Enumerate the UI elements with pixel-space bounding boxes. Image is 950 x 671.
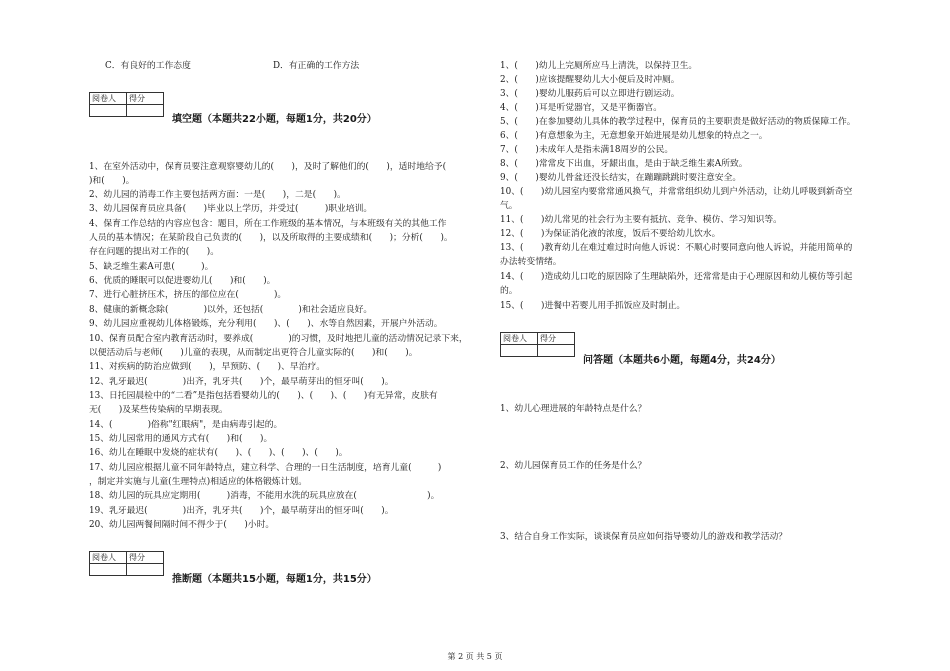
score-cell[interactable] (538, 345, 575, 357)
fill-line: 16、幼儿在睡眠中发烧的症状有( )、( )、( )、( )。 (89, 448, 348, 458)
judge-line: 办法转变情绪。 (500, 257, 562, 267)
fill-line: 9、幼儿园应重视幼儿体格锻炼，充分利用( )、( )、水等自然因素，开展户外活动。 (89, 319, 443, 329)
judge-line: 4、( )耳是听觉器官，又是平衡器官。 (500, 103, 663, 113)
score-table (89, 551, 164, 576)
fill-line: 12、乳牙最迟( )出齐，乳牙共( )个，最早萌芽出的恒牙叫( )。 (89, 377, 394, 387)
score-label: 得分 (127, 552, 164, 564)
grader-label: 阅卷人 (501, 333, 538, 345)
judge-line: 8、( )常常皮下出血，牙龈出血，是由于缺乏维生素A所致。 (500, 159, 748, 169)
qa-question: 3、结合自身工作实际，谈谈保育员应如何指导婴幼儿的游戏和教学活动？ (500, 532, 788, 542)
judge-line: 1、( )幼儿上完厕所应马上清洗，以保持卫生。 (500, 61, 698, 71)
score-label: 得分 (127, 93, 164, 105)
judge-line: 6、( )有意想象为主，无意想象开始进展是幼儿想象的特点之一。 (500, 131, 768, 141)
judge-line: 12、( )为保证消化液的浓度，饭后不要给幼儿饮水。 (500, 229, 721, 239)
grader-label: 阅卷人 (90, 93, 127, 105)
grader-label: 阅卷人 (90, 552, 127, 564)
fill-line: 20、幼儿园两餐间隔时间不得少于( )小时。 (89, 520, 275, 530)
judge-line: 5、( )在参加婴幼儿具体的教学过程中，保育员的主要职责是做好活动的物质保障工作。 (500, 117, 856, 127)
fill-line: 15、幼儿园常用的通风方式有( )和( )。 (89, 434, 273, 444)
fill-line: 7、进行心脏挤压术，挤压的部位应在( )。 (89, 290, 287, 300)
judge-line: 10、( )幼儿园室内要常常通风换气，并常常组织幼儿到户外活动，让幼儿呼吸到新奇空 (500, 187, 853, 197)
judge-line: 气。 (500, 201, 518, 211)
judge-line: 3、( )婴幼儿服药后可以立即进行剧运动。 (500, 89, 680, 99)
fill-line: 19、乳牙最迟( )出齐，乳牙共( )个，最早萌芽出的恒牙叫( )。 (89, 506, 394, 516)
grader-cell[interactable] (501, 345, 538, 357)
fill-line: )和( )。 (89, 176, 135, 186)
fill-line: ，制定并实施与儿童(生理特点)相适应的体格锻炼计划。 (89, 477, 307, 487)
fill-line: 1、在室外活动中，保育员要注意观察婴幼儿的( )，及时了解他们的( )，适时地给予( (89, 162, 447, 172)
fill-line: 8、健康的新概念除( )以外，还包括( )和社会适应良好。 (89, 305, 373, 315)
judge-line: 15、( )进餐中若婴儿用手抓饭应及时制止。 (500, 301, 686, 311)
fill-line: 17、幼儿园应根据儿童不同年龄特点，建立科学、合理的一日生活制度，培育儿童( ) (89, 463, 442, 473)
grader-cell[interactable] (90, 564, 127, 576)
score-table (89, 92, 164, 117)
fill-line: 以便活动后与老师( )儿童的表现，从而制定出更符合儿童实际的( )和( )。 (89, 348, 418, 358)
score-label: 得分 (538, 333, 575, 345)
grader-cell[interactable] (90, 105, 127, 117)
score-table (500, 332, 575, 357)
qa-question: 1、幼儿心理进展的年龄特点是什么？ (500, 404, 647, 414)
fill-line: 18、幼儿园的玩具应定期用( )消毒，不能用水洗的玩具应放在( )。 (89, 491, 440, 501)
fill-line: 10、保育员配合室内教育活动时，要养成( )的习惯，及时地把儿童的活动情况记录下来， (89, 334, 468, 344)
option-c: C．有良好的工作态度 (105, 61, 191, 71)
fill-line: 6、优质的睡眠可以促进婴幼儿( )和( )。 (89, 276, 276, 286)
page-number: 第 2 页 共 5 页 (447, 652, 503, 661)
fill-line: 14、( )俗称"红眼病"，是由病毒引起的。 (89, 420, 283, 430)
judge-line: 14、( )造成幼儿口吃的原因除了生理缺陷外，还常常是由于心理原因和幼儿模仿等引起 (500, 272, 853, 282)
judge-line: 7、( )未成年人是指未满18周岁的公民。 (500, 145, 674, 155)
qa-question: 2、幼儿园保育员工作的任务是什么？ (500, 461, 647, 471)
fill-line: 13、日托园晨检中的“二看”是指包括看婴幼儿的( )、( )、( )有无异常，皮肤有 (89, 391, 438, 401)
score-cell[interactable] (127, 564, 164, 576)
fill-line: 无( )及某些传染病的早期表现。 (89, 405, 228, 415)
judge-line: 11、( )幼儿常见的社会行为主要有抵抗、竞争、模仿、学习知识等。 (500, 215, 782, 225)
fill-line: 5、缺乏维生素A可患( )。 (89, 262, 214, 272)
judge-section-title: 推断题（本题共15小题，每题1分，共15分） (172, 574, 377, 585)
fill-line: 人员的基本情况；在某阶段自己负责的( )，以及所取得的主要成绩和( )；分析( )。 (89, 233, 453, 243)
judge-line: 2、( )应该提醒婴幼儿大小便后及时冲厕。 (500, 75, 680, 85)
fill-section-title: 填空题（本题共22小题，每题1分，共20分） (172, 114, 377, 125)
fill-line: 11、对疾病的防治应做到( )，早预防、( )、早治疗。 (89, 362, 326, 372)
fill-line: 2、幼儿园的消毒工作主要包括两方面：一是( )，二是( )。 (89, 190, 346, 200)
judge-line: 的。 (500, 286, 518, 296)
fill-line: 3、幼儿园保育员应具备( )毕业以上学历，并受过( )职业培训。 (89, 204, 373, 214)
score-cell[interactable] (127, 105, 164, 117)
fill-line: 存在问题的提出对工作的( )。 (89, 247, 220, 257)
judge-line: 13、( )教育幼儿在难过难过时向他人诉说：不顺心时要同意向他人诉说，并能用简单的 (500, 243, 853, 253)
fill-line: 4、保育工作总结的内容应包含：题目，所在工作班级的基本情况，与本班级有关的其他工作 (89, 219, 447, 229)
judge-line: 9、( )婴幼儿骨盆还没长结实，在蹦蹦跳跳时要注意安全。 (500, 173, 742, 183)
qa-section-title: 问答题（本题共6小题，每题4分，共24分） (583, 355, 781, 366)
option-d: D．有正确的工作方法 (273, 61, 360, 71)
